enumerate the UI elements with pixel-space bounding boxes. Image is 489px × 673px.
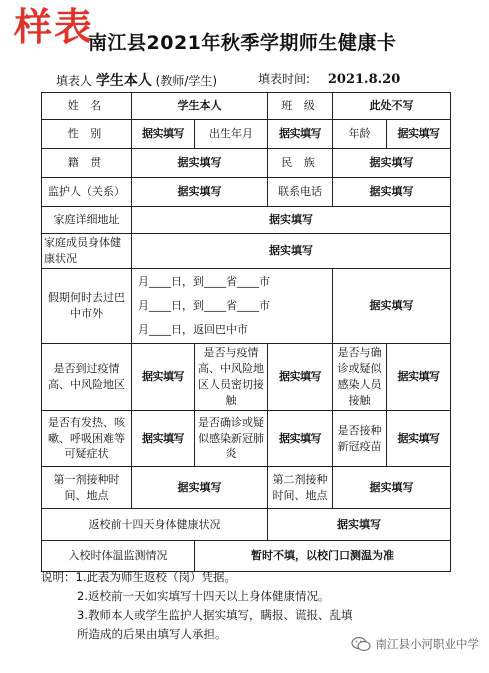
vaccine-value: 据实填写 [387,411,451,467]
filler-role: (教师/学生) [155,74,218,88]
note-item-2 [41,587,353,606]
page-title: 南江县2021年秋季学期师生健康卡 [88,32,397,54]
notes-prefix: 说明： [41,570,76,584]
row-symptoms [42,411,451,467]
travel-line-3: 月____日，返回巴中市 [138,323,248,336]
guardian-label: 监护人（关系） [42,178,132,207]
fill-time-label: 填表时间: [258,72,311,86]
gender-value: 据实填写 [132,120,195,149]
birth-value: 据实填写 [268,120,333,149]
gender-label: 性 别 [42,120,132,149]
diagnosed-value: 据实填写 [268,411,333,467]
row-name [42,93,451,120]
age-value: 据实填写 [387,120,451,149]
pre-return-label: 返校前十四天身体健康状况 [42,509,268,541]
first-dose-value: 据实填写 [132,467,268,509]
holiday-travel-label: 假期何时去过巴中市外 [42,269,132,344]
notes [41,568,353,644]
fill-time-value: 2021.8.20 [327,72,401,87]
family-health-value: 据实填写 [132,234,451,269]
fill-time-line [258,70,400,87]
travel-line-1: 月____日，到____省____市 [138,275,270,288]
watermark-text: 南江县小河职业中学 [375,637,479,651]
phone-value: 据实填写 [333,178,451,207]
symptoms-value: 据实填写 [132,411,195,467]
address-value: 据实填写 [132,207,451,234]
filler-line [56,70,217,90]
travel-line-2: 月____日，到____省____市 [138,299,270,312]
contact-label: 是否与疫情高、中风险地区人员密切接触 [195,344,268,411]
address-label: 家庭详细地址 [42,207,132,234]
risk-area-label: 是否到过疫情高、中风险地区 [42,344,132,411]
suspect-value: 据实填写 [387,344,451,411]
filler-label: 填表人 [56,74,93,88]
class-value: 此处不写 [333,93,451,120]
diagnosed-label: 是否确诊或疑似感染新冠肺炎 [195,411,268,467]
row-holiday-travel [42,269,451,344]
sample-stamp: 样表 [14,4,95,49]
second-dose-label: 第二剂接种时间、地点 [268,467,333,509]
note-text-2: 2.返校前一天如实填写十四天以上身体健康情况。 [77,589,330,603]
phone-label: 联系电话 [268,178,333,207]
note-item-3 [41,606,353,644]
ethnic-label: 民 族 [268,149,333,178]
contact-value: 据实填写 [268,344,333,411]
age-label: 年龄 [333,120,387,149]
birth-label: 出生年月 [195,120,268,149]
holiday-travel-value: 据实填写 [333,269,451,344]
row-pre-return [42,509,451,541]
wechat-watermark [351,636,480,652]
row-address [42,207,451,234]
temperature-label: 入校时体温监测情况 [42,541,195,572]
ethnic-value: 据实填写 [333,149,451,178]
vaccine-label: 是否接种新冠疫苗 [333,411,387,467]
holiday-travel-lines [132,269,333,344]
first-dose-label: 第一剂接种时间、地点 [42,467,132,509]
name-value: 学生本人 [132,93,268,120]
guardian-value: 据实填写 [132,178,268,207]
risk-area-value: 据实填写 [132,344,195,411]
suspect-label: 是否与确诊或疑似感染人员接触 [333,344,387,411]
name-label: 姓 名 [42,93,132,120]
note-text-3: 3.教师本人或学生监护人据实填写，瞒报、谎报、乱填所造成的后果由填写人承担。 [77,608,353,641]
health-card-table [41,92,451,572]
family-health-label: 家庭成员身体健康状况 [42,234,132,269]
symptoms-label: 是否有发热、咳嗽、呼吸困难等可疑症状 [42,411,132,467]
pre-return-value: 据实填写 [268,509,451,541]
note-text-1: 1.此表为师生返校（岗）凭据。 [75,570,236,584]
wechat-icon [351,636,371,652]
temperature-value: 暂时不填，以校门口测温为准 [195,541,451,572]
row-gender [42,120,451,149]
row-family-health [42,234,451,269]
second-dose-value: 据实填写 [333,467,451,509]
filler-value: 学生本人 [95,73,152,89]
row-temperature [42,541,451,572]
note-item-1 [41,568,353,587]
native-value: 据实填写 [132,149,268,178]
native-label: 籍 贯 [42,149,132,178]
row-native [42,149,451,178]
row-dose [42,467,451,509]
row-guardian [42,178,451,207]
class-label: 班 级 [268,93,333,120]
row-risk-area [42,344,451,411]
